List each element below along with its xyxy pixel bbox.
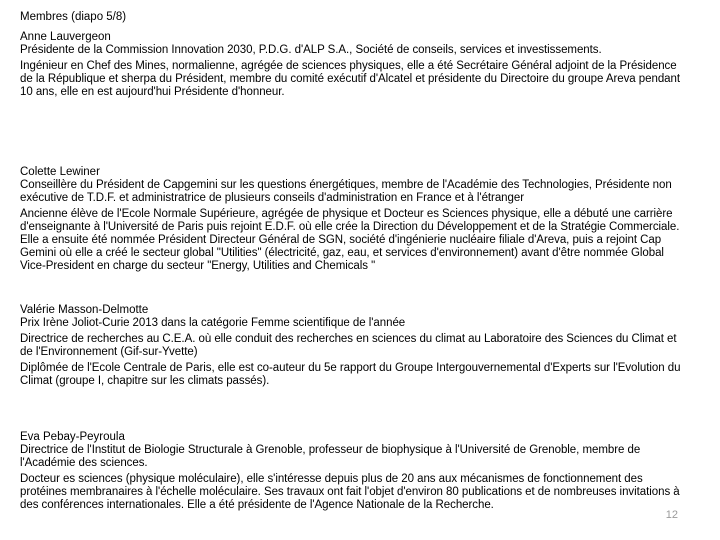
member-paragraph: Docteur es sciences (physique moléculaire), elle s'intéresse depuis plus de 20 ans aux mécanismes de fonctionnement des protéines membranaires à l'échelle moléculaire. Ses travaux ont fait l'objet d'environ 80 publications et de nombreuses invitations à des conférences internationales. Elle a été présidente de l'Agence Nationale de la Recherche. [20, 473, 680, 511]
member-paragraph: Directrice de l'Institut de Biologie Structurale à Grenoble, professeur de biophysique à l'Université de Grenoble, membre de l'Académie des sciences. [20, 444, 641, 469]
member-paragraph: Directrice de recherches au C.E.A. où elle conduit des recherches en sciences du climat au Laboratoire des Sciences du Climat et de l'Environnement (Gif-sur-Yvette) [20, 333, 677, 358]
member-eva-pebay-peyroula [20, 431, 692, 515]
member-valerie-masson-delmotte [20, 304, 692, 391]
member-name: Eva Pebay-Peyroula [20, 431, 125, 443]
member-name: Valérie Masson-Delmotte [20, 304, 149, 316]
member-name: Colette Lewiner [20, 166, 100, 178]
member-paragraph: Ingénieur en Chef des Mines, normalienne, agrégée de sciences physiques, elle a été Secrétaire Général adjoint de la Présidence de la République et sherpa du Président, membre du comité exécutif d'Alcatel et présidente du Directoire du groupe Areva pendant 10 ans, elle en est aujourd'hui Présidente d'honneur. [20, 60, 681, 98]
member-paragraph: Prix Irène Joliot-Curie 2013 dans la catégorie Femme scientifique de l'année [20, 317, 406, 329]
member-anne-lauvergeon [20, 31, 692, 102]
page-number: 12 [665, 509, 678, 521]
member-paragraph: Conseillère du Président de Capgemini sur les questions énergétiques, membre de l'Académie des Technologies, Présidente non exécutive de T.D.F. et administratrice de plusieurs conseils d'administration en France et à l'étranger [20, 179, 672, 204]
slide-title: Membres (diapo 5/8) [20, 11, 127, 23]
member-paragraph: Ancienne élève de l'Ecole Normale Supérieure, agrégée de physique et Docteur es Sciences physique, elle a débuté une carrière d'enseignante à l'Université de Paris puis rejoint E.D.F. où elle crée la Direction du Développement et de la Stratégie Commerciale. Elle a ensuite été nommée Président Directeur Général de SGN, société d'ingénierie nucléaire filiale d'Areva, puis a rejoint Cap Gemini où elle a créé le secteur global "Utilities" (électricité, gaz, eau, et services d'environnement) avant d'être nommée Global Vice-President en charge du secteur "Energy, Utilities and Chemicals " [20, 208, 680, 272]
member-paragraph: Diplômée de l'Ecole Centrale de Paris, elle est co-auteur du 5e rapport du Groupe Intergouvernemental d'Experts sur l'Evolution du Climat (groupe I, chapitre sur les climats passés). [20, 362, 681, 387]
member-colette-lewiner [20, 166, 692, 276]
member-name: Anne Lauvergeon [20, 31, 111, 43]
member-paragraph: Présidente de la Commission Innovation 2030, P.D.G. d'ALP S.A., Société de conseils, services et investissements. [20, 44, 602, 56]
